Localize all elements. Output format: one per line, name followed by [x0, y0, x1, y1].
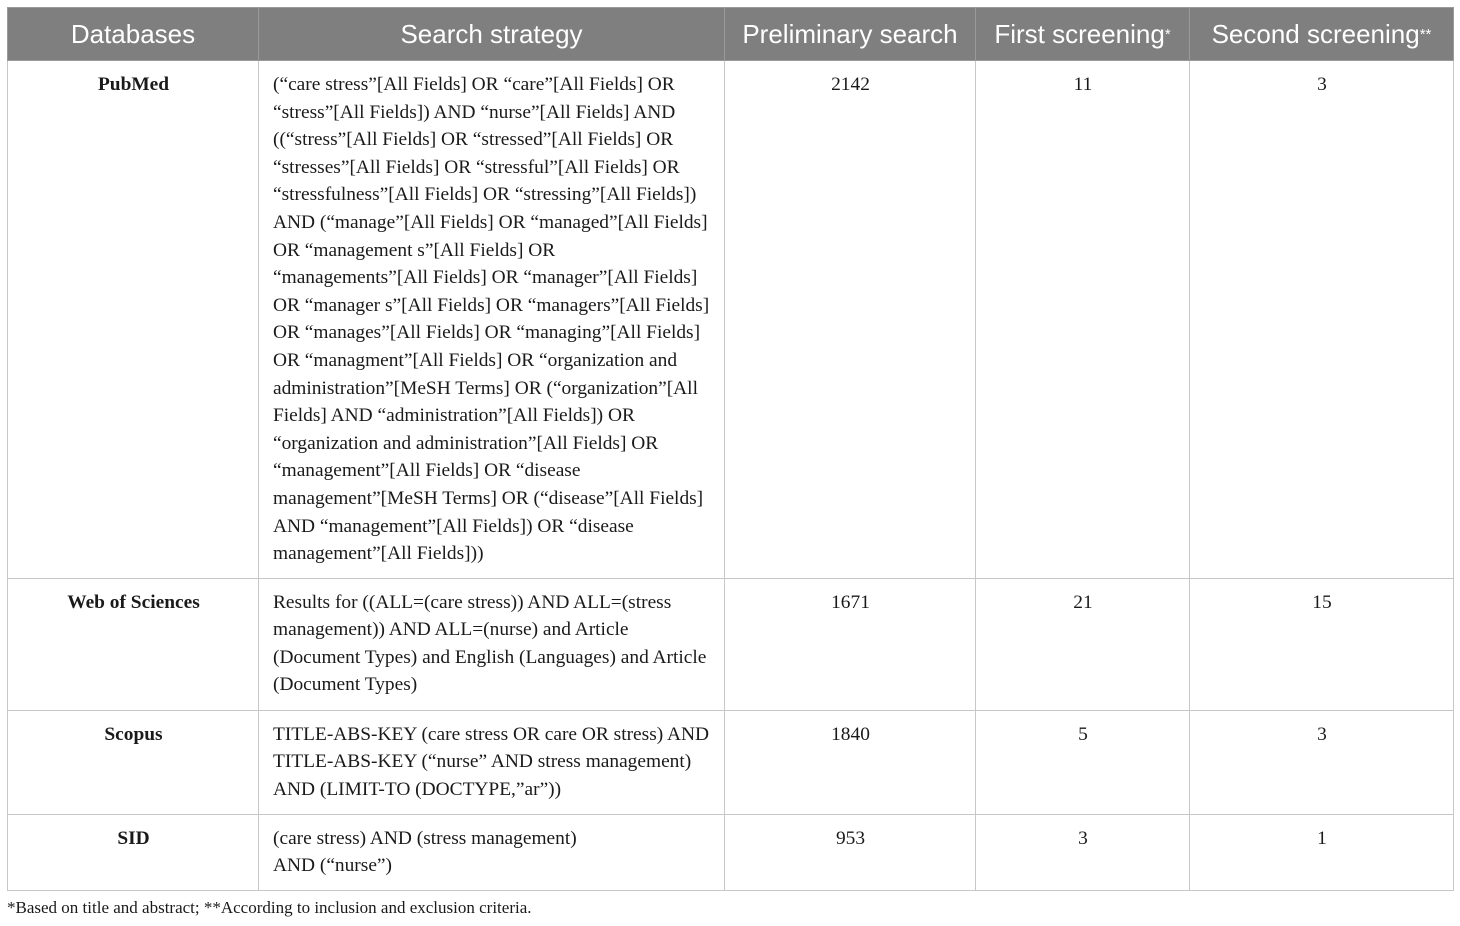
- header-second-screening-label: Second screening: [1211, 18, 1420, 49]
- header-second-screening: [1190, 8, 1454, 61]
- strategy-line: (care stress) AND (stress management): [273, 827, 577, 849]
- table-row-scopus: [8, 710, 1454, 814]
- cell-first-screening: 5: [976, 710, 1190, 814]
- search-strategy-table: [7, 7, 1454, 891]
- cell-second-screening: 1: [1190, 814, 1454, 890]
- header-databases: Databases: [8, 8, 259, 61]
- cell-first-screening: 11: [976, 61, 1190, 579]
- header-preliminary-search: Preliminary search: [725, 8, 976, 61]
- header-search-strategy: Search strategy: [259, 8, 725, 61]
- cell-database: Scopus: [8, 710, 259, 814]
- cell-search-strategy: TITLE-ABS-KEY (care stress OR care OR stress) AND TITLE-ABS-KEY (“nurse” AND stress management) AND (LIMIT-TO (DOCTYPE,”ar”)): [259, 710, 725, 814]
- cell-preliminary-search: 2142: [725, 61, 976, 579]
- cell-search-strategy: [259, 814, 725, 890]
- cell-search-strategy: Results for ((ALL=(care stress)) AND ALL=(stress management)) AND ALL=(nurse) and Article (Document Types) and English (Languages) and Article (Document Types): [259, 578, 725, 710]
- header-first-screening: [976, 8, 1190, 61]
- cell-first-screening: 21: [976, 578, 1190, 710]
- cell-second-screening: 3: [1190, 710, 1454, 814]
- cell-search-strategy: (“care stress”[All Fields] OR “care”[All Fields] OR “stress”[All Fields]) AND “nurse”[All Fields] AND ((“stress”[All Fields] OR “stressed”[All Fields] OR “stresses”[All Fields] OR “stressful”[All Fields] OR “stressfulness”[All Fields] OR “stressing”[All Fields]) AND (“manage”[All Fields] OR “managed”[All Fields] OR “management s”[All Fields] OR “managements”[All Fields] OR “manager”[All Fields] OR “manager s”[All Fields] OR “managers”[All Fields] OR “manages”[All Fields] OR “managing”[All Fields] OR “managment”[All Fields] OR “organization and administration”[MeSH Terms] OR (“organization”[All Fields] AND “administration”[All Fields]) OR “organization and administration”[All Fields] OR “management”[All Fields] OR “disease management”[MeSH Terms] OR (“disease”[All Fields] AND “management”[All Fields]) OR “disease management”[All Fields])): [259, 61, 725, 579]
- table-row-pubmed: [8, 61, 1454, 579]
- cell-preliminary-search: 953: [725, 814, 976, 890]
- cell-preliminary-search: 1671: [725, 578, 976, 710]
- strategy-line: AND (“nurse”): [273, 855, 392, 877]
- table-row-web-of-sciences: [8, 578, 1454, 710]
- search-strategy-table-container: [7, 7, 1453, 891]
- cell-second-screening: 15: [1190, 578, 1454, 710]
- table-header-row: [8, 8, 1454, 61]
- table-row-sid: [8, 814, 1454, 890]
- cell-second-screening: 3: [1190, 61, 1454, 579]
- header-first-screening-label: First screening: [994, 18, 1165, 49]
- cell-first-screening: 3: [976, 814, 1190, 890]
- cell-preliminary-search: 1840: [725, 710, 976, 814]
- cell-database: SID: [8, 814, 259, 890]
- header-first-screening-mark: *: [1164, 25, 1171, 43]
- header-second-screening-mark: **: [1419, 25, 1432, 43]
- cell-database: Web of Sciences: [8, 578, 259, 710]
- cell-database: PubMed: [8, 61, 259, 579]
- table-footnote: *Based on title and abstract; **According to inclusion and exclusion criteria.: [7, 898, 532, 917]
